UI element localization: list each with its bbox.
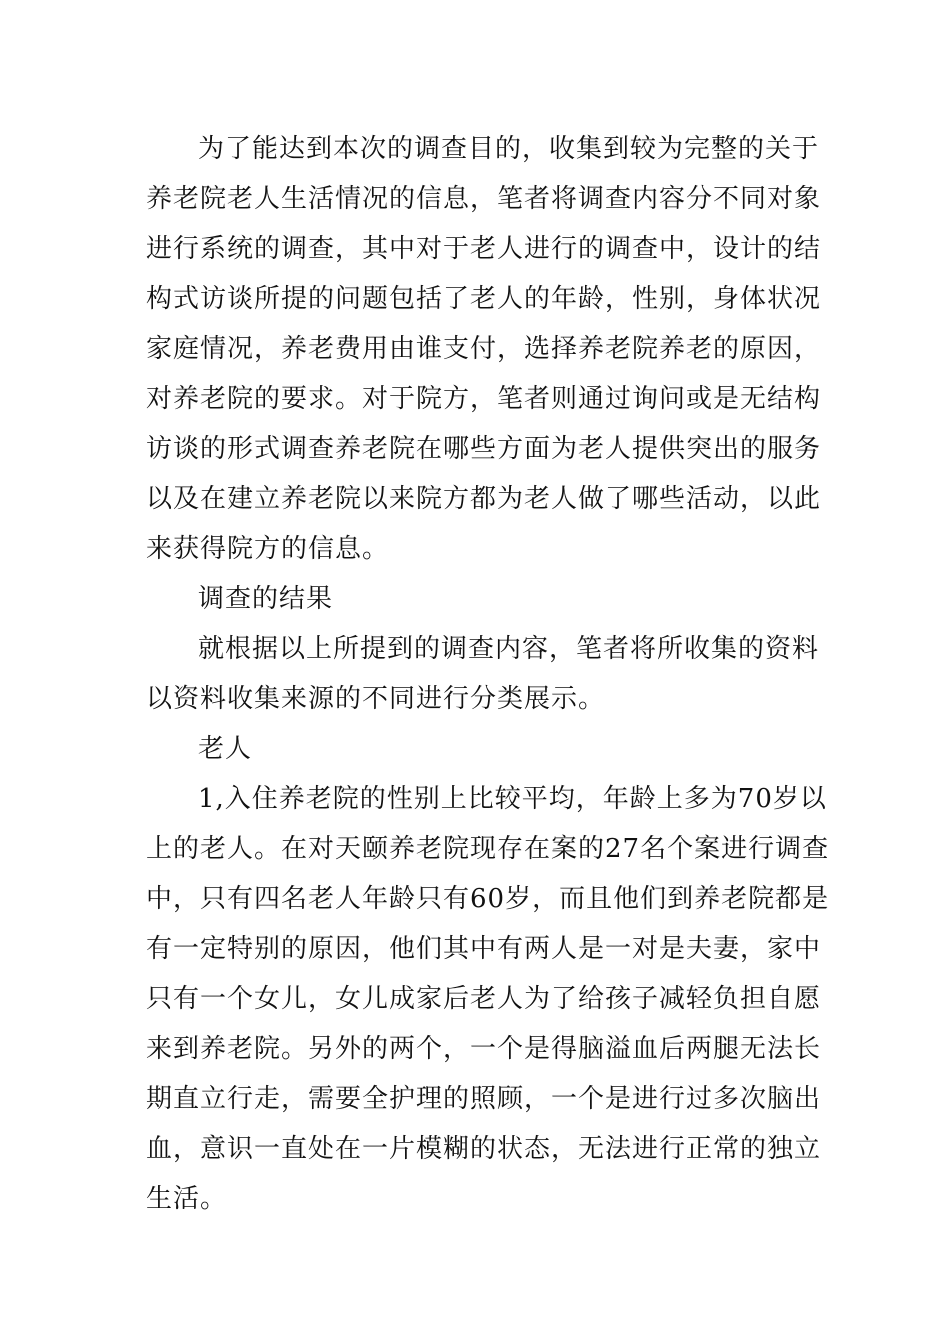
text-line: 为了能达到本次的调查目的，收集到较为完整的关于 — [198, 134, 820, 164]
text-line: 对养老院的要求。对于院方，笔者则通过询问或是无结构 — [146, 384, 822, 414]
text-line: 以资料收集来源的不同进行分类展示。 — [146, 684, 606, 714]
section-heading-elderly: 老人 — [198, 734, 253, 764]
text-line: 有一定特别的原因，他们其中有两人是一对是夫妻，家中 — [146, 934, 822, 964]
text-line: 就根据以上所提到的调查内容，笔者将所收集的资料 — [198, 634, 820, 664]
text-line: 血，意识一直处在一片模糊的状态，无法进行正常的独立 — [146, 1134, 822, 1164]
paragraph-survey-purpose — [146, 124, 822, 574]
text-line: 期直立行走，需要全护理的照顾，一个是进行过多次脑出 — [146, 1084, 822, 1114]
text-line: 生活。 — [146, 1184, 228, 1214]
document-body — [146, 124, 830, 1224]
text-line: 养老院老人生活情况的信息，笔者将调查内容分不同对象 — [146, 184, 822, 214]
text-line: 来到养老院。另外的两个，一个是得脑溢血后两腿无法长 — [146, 1034, 822, 1064]
text-line: 以及在建立养老院以来院方都为老人做了哪些活动，以此 — [146, 484, 822, 514]
text-line: 只有一个女儿，女儿成家后老人为了给孩子减轻负担自愿 — [146, 984, 822, 1014]
text-line: 访谈的形式调查养老院在哪些方面为老人提供突出的服务 — [146, 434, 822, 464]
paragraph-elderly-findings — [146, 774, 830, 1224]
text-line: 家庭情况，养老费用由谁支付，选择养老院养老的原因， — [146, 334, 822, 364]
text-line: 进行系统的调查，其中对于老人进行的调查中，设计的结 — [146, 234, 822, 264]
text-line: 构式访谈所提的问题包括了老人的年龄，性别，身体状况 — [146, 284, 822, 314]
section-heading-survey-results: 调查的结果 — [198, 584, 334, 614]
paragraph-results-intro — [146, 624, 820, 724]
text-line: 上的老人。在对天颐养老院现存在案的27名个案进行调查 — [146, 834, 830, 864]
text-line: 来获得院方的信息。 — [146, 534, 390, 564]
text-line: 1,入住养老院的性别上比较平均，年龄上多为70岁以 — [198, 784, 827, 814]
text-line: 中，只有四名老人年龄只有60岁，而且他们到养老院都是 — [146, 884, 830, 914]
